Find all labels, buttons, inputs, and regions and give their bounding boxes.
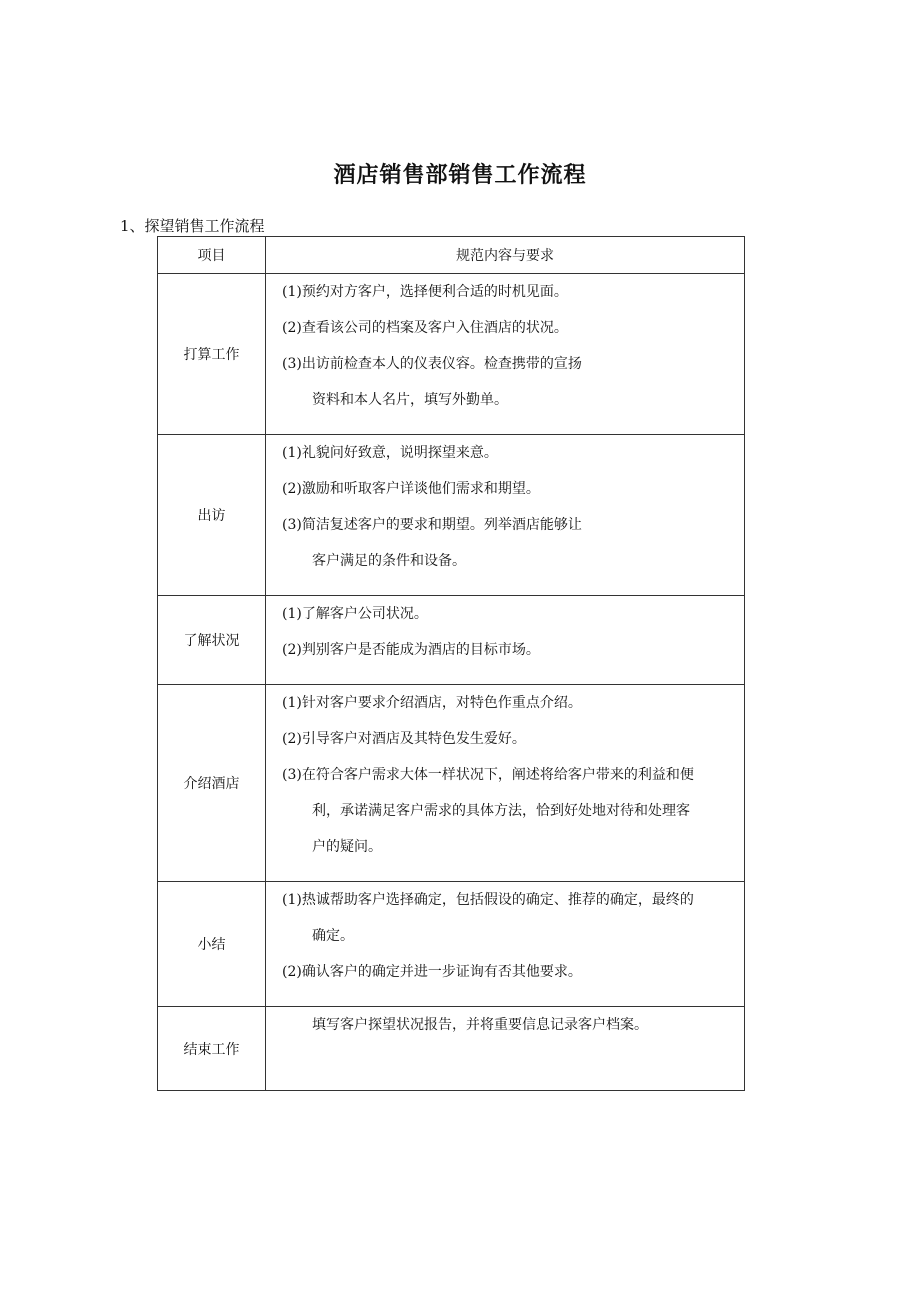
content-line: 利，承诺满足客户需求的具体方法，恰到好处地对待和处理客 <box>312 803 690 819</box>
row-item-label: 打算工作 <box>158 274 266 435</box>
row-item-label: 结束工作 <box>158 1007 266 1091</box>
content-line: (2)激励和听取客户详谈他们需求和期望。 <box>282 481 540 497</box>
row-content <box>266 435 744 595</box>
process-table <box>157 236 745 1091</box>
content-line: (2)引导客户对酒店及其特色发生爱好。 <box>282 731 526 747</box>
table-header-row <box>158 237 745 274</box>
content-line: (1)针对客户要求介绍酒店，对特色作重点介绍。 <box>282 695 582 711</box>
content-line: (1)礼貌问好致意，说明探望来意。 <box>282 445 498 461</box>
page-title: 酒店销售部销售工作流程 <box>333 163 587 188</box>
content-line: (1)了解客户公司状况。 <box>282 606 428 622</box>
content-line: 户的疑问。 <box>312 839 382 855</box>
row-content-cell <box>266 1007 745 1091</box>
content-line: (3)简洁复述客户的要求和期望。列举酒店能够让 <box>282 517 582 533</box>
table-row <box>158 596 745 685</box>
section-heading: 1、探望销售工作流程 <box>120 217 265 235</box>
header-content: 规范内容与要求 <box>266 237 745 274</box>
row-item-label: 了解状况 <box>158 596 266 685</box>
table-row <box>158 685 745 882</box>
row-item-label: 介绍酒店 <box>158 685 266 882</box>
table-row <box>158 435 745 596</box>
content-line: (1)预约对方客户，选择便利合适的时机见面。 <box>282 284 568 300</box>
row-content-cell <box>266 685 745 882</box>
row-content <box>266 596 744 684</box>
content-line: (3)在符合客户需求大体一样状况下，阐述将给客户带来的利益和便 <box>282 767 694 783</box>
row-content-cell <box>266 882 745 1007</box>
table-row <box>158 274 745 435</box>
row-item-label: 小结 <box>158 882 266 1007</box>
row-content-cell <box>266 596 745 685</box>
content-line: (1)热诚帮助客户选择确定，包括假设的确定、推荐的确定，最终的 <box>282 892 694 908</box>
header-item: 项目 <box>158 237 266 274</box>
content-line: 客户满足的条件和设备。 <box>312 553 466 569</box>
row-content <box>266 685 744 881</box>
row-content-cell <box>266 435 745 596</box>
content-line: 资料和本人名片，填写外勤单。 <box>312 392 508 408</box>
content-line: (3)出访前检查本人的仪表仪容。检查携带的宣扬 <box>282 356 582 372</box>
row-content <box>266 882 744 1006</box>
content-line: (2)确认客户的确定并进一步证询有否其他要求。 <box>282 964 582 980</box>
row-item-label: 出访 <box>158 435 266 596</box>
content-line: (2)查看该公司的档案及客户入住酒店的状况。 <box>282 320 568 336</box>
row-content <box>266 274 744 434</box>
row-content-cell <box>266 274 745 435</box>
content-line: (2)判别客户是否能成为酒店的目标市场。 <box>282 642 540 658</box>
row-content <box>266 1007 744 1059</box>
content-line: 填写客户探望状况报告，并将重要信息记录客户档案。 <box>312 1017 648 1033</box>
table-row <box>158 882 745 1007</box>
content-line: 确定。 <box>312 928 354 944</box>
table-row <box>158 1007 745 1091</box>
